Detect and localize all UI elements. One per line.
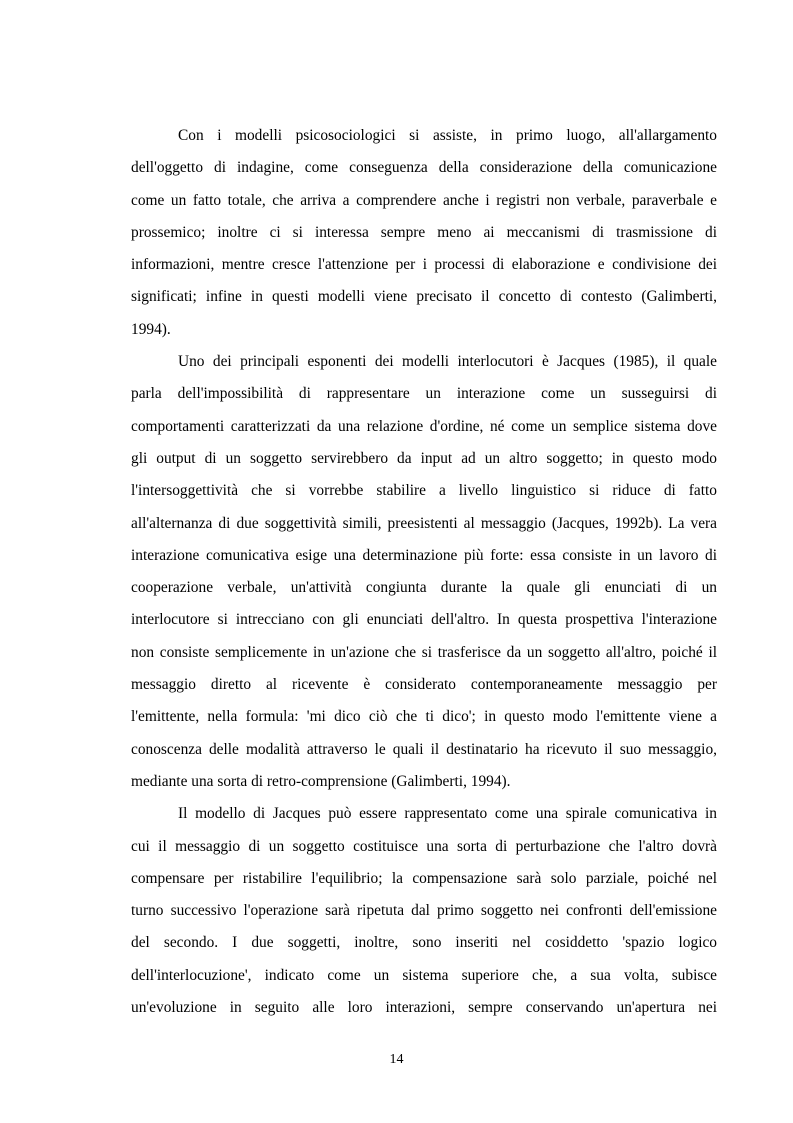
- paragraph-line: interazione comunicativa esige una determinazione più forte: essa consiste in un lavoro di: [131, 546, 717, 564]
- paragraph-line: mediante una sorta di retro-comprensione (Galimberti, 1994).: [131, 772, 511, 790]
- paragraph-line: cooperazione verbale, un'attività congiunta durante la quale gli enunciati di un: [131, 579, 717, 597]
- paragraph-line: Con i modelli psicosociologici si assiste, in primo luogo, all'allargamento: [178, 127, 717, 144]
- paragraph-line: l'intersoggettività che si vorrebbe stabilire a livello linguistico si riduce di fatto: [131, 482, 717, 500]
- paragraph-line: conoscenza delle modalità attraverso le quali il destinatario ha ricevuto il suo messaggio,: [131, 740, 717, 758]
- paragraph-line: un'evoluzione in seguito alle loro interazioni, sempre conservando un'apertura nei: [131, 999, 717, 1017]
- paragraph-line: prossemico; inoltre ci si interessa sempre meno ai meccanismi di trasmissione di: [131, 223, 717, 241]
- paragraph-line: Uno dei principali esponenti dei modelli interlocutori è Jacques (1985), il quale: [178, 353, 717, 371]
- paragraph-2: [131, 346, 717, 798]
- paragraph-line: all'alternanza di due soggettività simili, preesistenti al messaggio (Jacques, 1992b). La vera: [131, 514, 717, 532]
- paragraph-line: informazioni, mentre cresce l'attenzione per i processi di elaborazione e condivisione dei: [131, 256, 717, 274]
- paragraph-line: dell'interlocuzione', indicato come un sistema superiore che, a sua volta, subisce: [131, 966, 717, 984]
- paragraph-line: cui il messaggio di un soggetto costituisce una sorta di perturbazione che l'altro dovrà: [131, 837, 717, 855]
- paragraph-line: 1994).: [131, 320, 171, 338]
- paragraph-3: [131, 798, 717, 1024]
- paragraph-line: parla dell'impossibilità di rappresentare un interazione come un susseguirsi di: [131, 385, 717, 403]
- paragraph-line: significati; infine in questi modelli viene precisato il concetto di contesto (Galimberti,: [131, 288, 717, 306]
- paragraph-line: come un fatto totale, che arriva a comprendere anche i registri non verbale, paraverbale e: [131, 191, 717, 209]
- paragraph-line: l'emittente, nella formula: 'mi dico ciò che ti dico'; in questo modo l'emittente viene a: [131, 708, 717, 726]
- paragraph-line: messaggio diretto al ricevente è considerato contemporaneamente messaggio per: [131, 676, 717, 694]
- paragraph-line: turno successivo l'operazione sarà ripetuta dal primo soggetto nei confronti dell'emissione: [131, 902, 717, 920]
- paragraph-line: del secondo. I due soggetti, inoltre, sono inseriti nel cosiddetto 'spazio logico: [131, 934, 717, 952]
- body-text: [131, 120, 717, 1024]
- paragraph-line: comportamenti caratterizzati da una relazione d'ordine, né come un semplice sistema dove: [131, 417, 717, 435]
- paragraph-line: dell'oggetto di indagine, come conseguenza della considerazione della comunicazione: [131, 159, 717, 177]
- paragraph-line: Il modello di Jacques può essere rappresentato come una spirale comunicativa in: [178, 805, 717, 823]
- paragraph-line: interlocutore si intrecciano con gli enunciati dell'altro. In questa prospettiva l'interazione: [131, 611, 717, 629]
- paragraph-1: [131, 120, 717, 346]
- page-number: 14: [389, 1052, 404, 1067]
- paragraph-line: gli output di un soggetto servirebbero da input ad un altro soggetto; in questo modo: [131, 449, 717, 467]
- paragraph-line: compensare per ristabilire l'equilibrio; la compensazione sarà solo parziale, poiché nel: [131, 869, 717, 887]
- paragraph-line: non consiste semplicemente in un'azione che si trasferisce da un soggetto all'altro, poiché il: [131, 643, 717, 661]
